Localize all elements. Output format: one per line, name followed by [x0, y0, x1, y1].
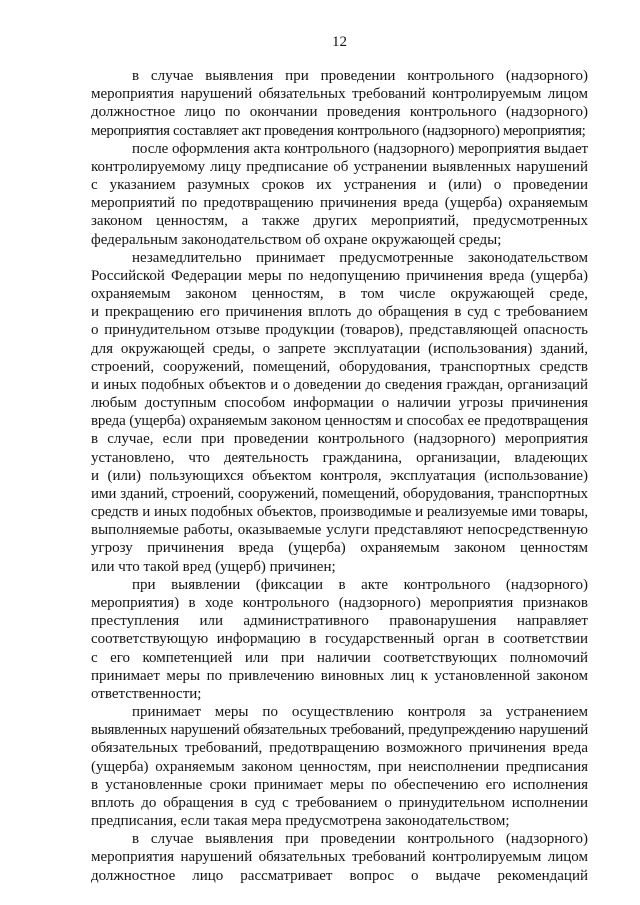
text-line: (ущерба) охраняемым законом ценностям, при неисполнении предписания [91, 758, 588, 775]
text-line: федеральным законодательством об охране окружающей среды; [91, 231, 502, 248]
text-line: контролируемому лицу предписание об устранении выявленных нарушений [91, 158, 588, 175]
paragraph [91, 703, 588, 830]
document-body [91, 67, 588, 885]
text-line: в случае выявления при проведении контрольного (надзорного) [132, 831, 588, 848]
text-line: ответственности; [91, 685, 202, 702]
text-line: для окружающей среды, о запрете эксплуатации (использования) зданий, [91, 340, 588, 357]
paragraph [91, 140, 588, 249]
text-line: законом ценностям, а также других мероприятий, предусмотренных [91, 213, 588, 230]
paragraph [91, 67, 588, 140]
text-line: принимает меры по привлечению виновных лиц к установленной законом [91, 667, 588, 684]
text-line: преступления или административного правонарушения направляет [91, 613, 588, 630]
text-line: незамедлительно принимает предусмотренные законодательством [132, 249, 588, 266]
paragraph [91, 830, 588, 885]
text-line: в случае выявления при проведении контрольного (надзорного) [132, 68, 588, 84]
text-line: предписания, если такая мера предусмотрена законодательством; [91, 813, 510, 830]
text-line: и иных подобных объектов и о доведении до сведения граждан, организаций [91, 376, 588, 393]
text-line: мероприятия нарушений обязательных требований контролируемым лицом [91, 849, 588, 866]
text-line: мероприятия) в ходе контрольного (надзорного) мероприятия признаков [91, 594, 588, 611]
text-line: мероприятия нарушений обязательных требований контролируемым лицом [91, 86, 588, 103]
text-line: принимает меры по осуществлению контроля за устранением [132, 704, 588, 721]
text-line: охраняемым законом ценностям, в том числе окружающей среде, [91, 286, 588, 303]
paragraph [91, 249, 588, 576]
text-line: вплоть до обращения в суд с требованием о принудительном исполнении [91, 794, 588, 811]
text-line: угрозу причинения вреда (ущерба) охраняемым законом ценностям [91, 540, 588, 557]
text-line: с указанием разумных сроков их устранения и (или) о проведении [91, 177, 588, 194]
text-line: вреда (ущерба) охраняемым законом ценностям и способах ее предотвращения [91, 413, 588, 430]
text-line: Российской Федерации меры по недопущению причинения вреда (ущерба) [91, 267, 588, 284]
text-line: и (или) пользующихся объектом контроля, эксплуатация (использование) [91, 467, 588, 484]
text-line: мероприятий по предотвращению причинения вреда (ущерба) охраняемым [91, 195, 588, 212]
text-line: или что такой вред (ущерб) причинен; [91, 558, 336, 575]
text-line: обязательных требований, предотвращению возможного причинения вреда [91, 740, 588, 757]
page-number: 12 [332, 34, 347, 50]
text-line: должностное лицо по окончании проведения контрольного (надзорного) [91, 104, 588, 121]
text-line: ими зданий, строений, сооружений, помещений, оборудования, транспортных [91, 485, 588, 502]
text-line: с его компетенцией или при наличии соответствующих полномочий [91, 649, 588, 666]
text-line: установлено, что деятельность гражданина, организации, владеющих [91, 449, 588, 466]
text-line: средств и иных подобных объектов, производимые и реализуемые ими товары, [91, 504, 588, 521]
text-line: строений, сооружений, помещений, оборудования, транспортных средств [91, 358, 588, 375]
text-line: должностное лицо рассматривает вопрос о выдаче рекомендаций [91, 867, 588, 884]
text-line: соответствующую информацию в государственный орган в соответствии [91, 631, 588, 648]
text-line: выполняемые работы, оказываемые услуги представляют непосредственную [91, 522, 588, 539]
text-line: выявленных нарушений обязательных требований, предупреждению нарушений [91, 722, 588, 739]
text-line: любым доступным способом информации о наличии угрозы причинения [91, 395, 588, 412]
text-line: в случае, если при проведении контрольного (надзорного) мероприятия [91, 431, 588, 448]
text-line: и прекращению его причинения вплоть до обращения в суд с требованием [91, 304, 588, 321]
paragraph [91, 576, 588, 703]
text-line: при выявлении (фиксации в акте контрольного (надзорного) [132, 576, 588, 593]
text-line: после оформления акта контрольного (надзорного) мероприятия выдает [132, 140, 588, 157]
text-line: о принудительном отзыве продукции (товаров), представляющей опасность [91, 322, 588, 339]
text-line: в установленные сроки принимает меры по обеспечению его исполнения [91, 776, 588, 793]
text-line: мероприятия составляет акт проведения контрольного (надзорного) мероприятия; [91, 122, 586, 139]
